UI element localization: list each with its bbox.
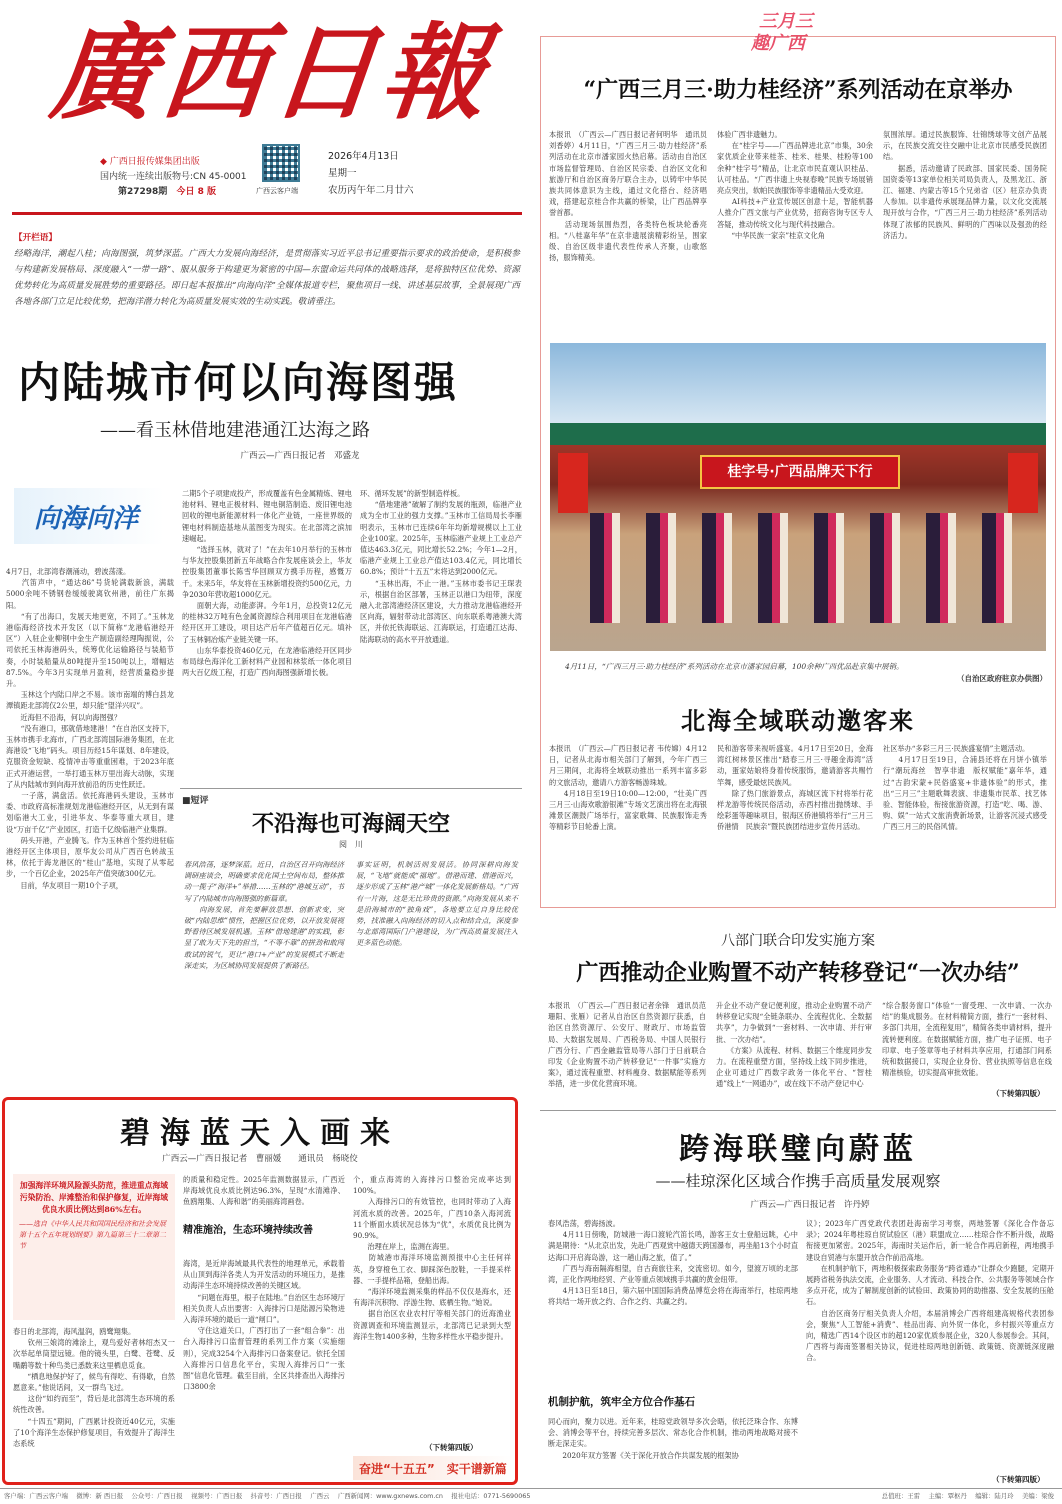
sanyuesan-box (540, 11, 1056, 908)
column-logo-text: 向海向洋 (34, 504, 139, 534)
footer-staff: 美编：梁俊 (1022, 1492, 1054, 1500)
lead-col-2: 二期5个子项建成投产，形成覆盖有色金属精炼、锂电池材料、锂电正极材料、锂电铜箔制造、废旧锂电池回收的锂电新能源材料一体化产业链，一座世界级的锂电材料制造基地从蓝图变为现实。在北部湾之滨加速崛起。 “选择玉林，就对了！”在去年10月举行的玉林市与华友控股集团新五年战略合作发展座谈会上，华友控股集团董事长陈雪华回顾双方携手历程，感慨万千。未来5年，华友将在玉林新增投资约500亿元，力争2030年营收超1000亿元。 面朝大海，动能澎湃。今年1月，总投资12亿元的桂林32万吨有色金属资源综合利用项目在龙港临港经开区开工建设，项目达产后年产值超百亿元。填补了玉林铜冶炼产业链关键一环。 山东华泰投资460亿元，在龙港临港经开区同步布局绿色海洋化工新材料产业园和林浆纸一体化项目两大百亿级工程，打造广西向海图强新增长极。 (182, 489, 352, 678)
property-continue: （下转第四版） (992, 1089, 1045, 1098)
editorial-author: 阅 川 (339, 840, 363, 849)
masthead-rule (12, 212, 522, 215)
property-col-2: 升企业不动产登记便利度，推动企业购置不动产转移登记实现“全链条联办、全流程优化、全数据共享”，力争做到“一套材料、一次申请、并行审批、一次办结”。 《方案》从流程、材料、数据三个维度同步发力。在流程重塑方面，坚持线上线下同步推进，企业可通过广西数字政务一体化平台、“智桂通”线上“一网通办”，或在线下不动产登记中心 (716, 1001, 872, 1089)
qr-code-icon (262, 144, 300, 182)
lead-subhead: ——看玉林借地建港通江达海之路 (100, 420, 370, 441)
editor-note-label: 【开栏语】 (14, 233, 57, 243)
column-logo (14, 488, 164, 544)
cross-sea-col-1b: 同心而向，聚力以进。近年来，桂琼党政领导多次会晤，依托泛珠合作、东博会、消博会等平台，持续完善多层次、常态化合作机制，推动两地战略对接不断走深走实。 2020年双方签署《关于深化开放合作共谋发展的框架协 (548, 1417, 798, 1460)
photo-performers (590, 513, 1030, 623)
sanyuesan-col-2: 体验广西非遗魅力。 在“桂字号——广西品牌进北京”市集，30余家优质企业带来桂茶、桂米、桂果、桂粉等100余种“桂字号”精品，让北京市民直观认识桂品、认可桂品。“广西非遗上央视春晚”民族专场展销亮点突出，软帕民族服饰等非遗精品大受欢迎。 AI科技+产业宣传展区创意十足，智能机器人推介广西文旅与产业优势，招商咨询专区专人答疑，推动传统文化与现代科技融合。 “中华民族一家亲”桂京文化角 (717, 130, 873, 240)
property-col-3: “综合服务窗口”体验“一窗受理、一次申请、一次办结”的集成服务。在材料精简方面，推行“一套材料、多部门共用，全流程复用”，精简各类申请材料，提升流转便利度。在数据赋能方面，推广电子证照、电子印章、电子签章等电子材料共享应用，打通部门间系统和数据接口，实现企业身份、营业执照等信息在线精准核验，切实提高审批效能。 (882, 1001, 1052, 1078)
footer-item: 抖音号：广西日报 (250, 1492, 302, 1500)
beihai-headline: 北海全域联动邀客来 (681, 706, 915, 735)
lunar-date: 农历丙午年二月廿六 (328, 185, 414, 196)
photo-banner-text: 桂字号·广西品牌天下行 (727, 464, 873, 480)
quote-text: 加强海洋环境风险源头防范，推进重点海域污染防治、岸滩整治和保护修复，近岸海域优良水质比例达到86%左右。 (19, 1181, 169, 1214)
beihai-col-1: 本报讯 （广西云—广西日报记者 韦传嫦）4月12日，记者从北海市相关部门了解到，今年广西三月三期间，北海将全域联动推出一系列丰富多彩的文旅活动，邀请八方游客畅游珠城。 4月18日至19日10:00—12:00，“壮美广西 三月三·山海欢歌游银滩”专场文艺演出将在北海银滩景区潮鼓广场举行，富家歌舞、民族服饰走秀等精彩节目轮番上演。 (549, 744, 707, 832)
property-kicker: 八部门联合印发实施方案 (721, 933, 875, 949)
lead-headline: 内陆城市何以向海图强 (18, 358, 459, 407)
editorial-headline: 不沿海也可海阔天空 (251, 811, 450, 837)
footer-staff: 主编：覃枢丹 (928, 1492, 967, 1500)
footer-item: 广西云 (310, 1492, 330, 1500)
cross-sea-continue: （下转第四版） (992, 1475, 1045, 1484)
publisher-text: 广西日报传媒集团出版 (109, 157, 200, 167)
divider (540, 1110, 1056, 1111)
footer-item: 报社电话：0771-5690065 (451, 1492, 531, 1500)
footer-staff: 总值班：王雷 (881, 1492, 921, 1500)
issue-number: 第27298期 (118, 187, 168, 197)
cross-sea-headline: 跨海联璧向蔚蓝 (679, 1132, 917, 1167)
sanyuesan-logo-line2: 趣广西 (751, 33, 805, 54)
blue-sky-col-2: 的质量和稳定性。2025年监测数据显示，广西近岸海域优良水质比例达96.3%，呈现“水清滩净、鱼鸥翔集、人海和谐”的美丽海湾画卷。 (183, 1175, 345, 1207)
lead-col-1: 4月7日，北部湾春潮涌动，碧波荡漾。 汽笛声中，“通达86”号货轮满载新浪，满载5000余吨不锈钢卷缓缓驶离钦州港，前往广东揭阳。 “有了出海口，发展天地更宽，不同了。”玉林龙港临海经济技术开发区（以下简称“龙港临港经开区”）入驻企业柳钢中金生产制造副经理陶振说，公司依托玉林海港码头，统筹优化运输路径与装船节奏，小时装船量从80吨提升至150吨以上，增幅达87.5%。今年3月实现单月盈利，经营质量稳步提升。 玉林这个内陆口岸之不易。该市南端的博白县龙潭镇距北部湾仅2公里，却只能“望洋兴叹”。 近海但不沿海，何以向海图强？ “没有港口，那就借地建港！”在自治区支持下，玉林市携手北海市，广西北部湾国际港务集团，在北海港设“飞地”码头。项目历经15年谋划、8年建设，克服资金短缺、疫情冲击等重重困难，于2023年底正式开港运营，一举打通玉林万里出海大动脉，实现了从内陆城市到向海开放前沿的历史性跃迁。 一子落，满盘活。依托海港码头建设，玉林市委、市政府高标准规划龙港临港经开区，从无到有谋划临港大工业，引进华友、华泰等重大项目，建设“万亩千亿”产业园区，打造千亿级临港产业集群。 码头开港，产业腾飞。作为玉林首个签约进驻临港经开区主体项目，原华友公司从广西百色转战玉林，依托于海龙港区的“桂山”基地，实现了从零起步，一个百亿企业，2025年产值突破300亿元。 目前，华友项目一期10个子项， (6, 567, 174, 890)
photo-lantern-right (1008, 453, 1038, 513)
blue-sky-headline: 碧海蓝天入画来 (120, 1116, 400, 1151)
sanyuesan-col-1: 本报讯 （广西云—广西日报记者何明华 通讯员刘香婷）4月11日，“广西三月三·助力桂经济”系列活动在北京市潘家园火热启幕。活动由自治区市场监督管理局、自治区民宗委、自治区文化和旅游厅和自治区商务厅联合主办，以铸牢中华民族共同体意识为主线，通过文化搭台、经济唱戏，搭建起京桂合作共赢的桥梁，让广西品牌享誉首都。 活动现场氛围热烈，各类特色板块轮番亮相。“八桂嘉年华”在京非遗展演精彩纷呈，围家级、自治区级非遗代表性传承人齐聚，山歌悠扬，服饰精美。 (549, 130, 707, 263)
footer-rule (0, 1488, 1062, 1489)
sanyuesan-credit: （自治区政府驻京办供图） (957, 674, 1047, 683)
cross-sea-col-1: 春风浩荡，碧海扬波。 4月11日傍晚，防城港一海口渡轮汽笛长鸣，游客王女士登船远眺，心中满是期待：“从北京出发，先赴广西观赏中越德天跨国瀑布，再坐船13个小时直达海口开启海岛游，这一趟山海之旅，值了。” 广西与海南隔海相望，自古商旅往来，交流密切。如今，望渡万顷的北部湾，正化作两地经贸、产业等重点领域携手共赢的黄金纽带。 4月13日至18日，第六届中国国际消费品博览会将在海南举行，桂琼两地将共结一场开放之约、合作之约、共赢之约。 (548, 1219, 799, 1307)
beihai-col-2: 民和游客带来视听盛宴。4月17日至20日，金海湾红树林景区推出“踏春三月三·寻趣金海湾”活动，蛋家姑娘将身着传统服饰，邀请游客共赐竹竿舞，感受最炫民族风。 除了热门旅游景点，海城区流下村将举行花样龙游等传统民俗活动，赤西村推出抛绣球、手绘彩蛋等趣味项目，银海区侨港镇将举行“三月三 侨港情 民族亲”暨民族团结进步宣传月活动。 (717, 744, 873, 832)
footer-item: 视频号：广西日报 (191, 1492, 243, 1500)
photo-gate-beam (550, 423, 1046, 445)
editorial-box (180, 788, 522, 1088)
editor-note (14, 230, 520, 330)
editor-note-text: 经略海洋，潮起八桂；向海图强，筑梦深蓝。广西大力发展向海经济，是贯彻落实习近平总书记重要指示要求的政治使命，是积极参与构建新发展格局、深度融入“一带一路”、服从服务于构建更为紧密的中国—东盟命运共同体的战略选择，是将独特区位优势、资源优势转化为高质量发展胜势的重要路径。即日起本报推出“向海向洋”全媒体报道专栏，聚焦项目一线、讲述基层故事，全景展现广西各地各部门立足比较优势，把海洋潜力转化为高质量发展实效的生动实践。敬请垂注。 (14, 249, 520, 307)
footer-item: 公众号：广西日报 (131, 1492, 183, 1500)
series-banner (353, 1456, 513, 1480)
cn-number: 国内统一连续出版物号:CN 45-0001 (100, 172, 247, 182)
footer-staff: 编辑：陆月玲 (975, 1492, 1014, 1500)
blue-sky-box (2, 1097, 518, 1485)
cross-sea-subhead: ——桂琼深化区域合作携手高质量发展观察 (655, 1172, 941, 1190)
masthead-title: 廣西日報 (45, 11, 499, 134)
sanyuesan-col-3: 氛围浓厚。通过民族服饰、壮锦绣球等文创产品展示，在民族交流交往交融中让北京市民感受民族团结。 据悉，活动邀请了民政部、国家民委、国务院国资委等13家单位相关司局负责人，及黑龙江、浙江、福建、内蒙古等15个兄弟省（区）驻京办负责人参加。以非遗传承展现品牌力量，以文化交流展现开放与合作，“广西三月三·助力桂经济”系列活动体现了浓郁的民族风、鲜明的广西味以及强劲的经济活力。 (883, 130, 1047, 240)
blue-sky-col-1: 春日的北部湾，海风温润，鸥鹭翔集。 钦州三娘湾的滩涂上，观鸟爱好者林绍杰又一次举起单筒望远镜。他的镜头里，白鹭、苍鹭、反嘴鹬等数十种鸟类已悉数来这里栖息觅食。 “栖息地保护好了，候鸟有得吃、有得歇，自然愿意来。”他说话间，又一群鸟飞过。 这份“如约而至”，背后是北部湾生态环境的系统性改善。 “十四五”期间，广西累计投资近40亿元，实施了10个海洋生态保护修复项目，有效提升了海洋生态系统 (13, 1327, 175, 1449)
cross-sea-byline: 广西云—广西日报记者 许丹婷 (750, 1200, 870, 1210)
footer-item: 广西新闻网：www.gxnews.com.cn (337, 1492, 443, 1500)
blue-sky-byline: 广西云—广西日报记者 曹丽媛 通讯员 杨晓佼 (162, 1154, 358, 1164)
page-count: 今日 8 版 (176, 187, 216, 197)
quote-box (13, 1174, 175, 1320)
qr-label: 广西云客户端 (256, 187, 298, 195)
sanyuesan-logo-line1: 三月三 (755, 7, 817, 33)
cross-sea-col-2: 议》；2023年广西党政代表团赴海南学习考察，两地签署《深化合作备忘录》；2024年粤桂琼自贸试验区（港）联盟成立……桂琼合作不断升级，战略衔接更加紧密。2025年，海南时关运作后，新一轮合作再启新程，两地携手建设自贸港与东盟开放合作前沿高地。 在机制护航下，两地积极探索政务服务“跨省通办”让群众少跑腿，定期开展跨省税务执法交流，企业服务、人才流动、科技合作、公共服务等领域合作多点开花，成为了解制度创新的试验田、政策协同的助推器、安全发展的压舱石。 自治区商务厅相关负责人介绍，本届消博会广西将组建高规格代表团参会，聚焦“人工智能+消费”、桂品出海、向外贸一体化，乡村振兴等重点方向，精选广西14个设区市的超120家优质参展企业，320人参展参会。其间，广西将与海南签署相关协议，促进桂琼两地创新链、政策链、资源链深度融合。 (806, 1219, 1054, 1363)
property-col-1: 本报讯 （广西云—广西日报记者余锋 通讯员范珊阳、张雁）记者从自治区自然资源厅获悉，自治区自然资源厅、公安厅、财政厅、市场监管局、大数据发展局、广西税务局、中国人民银行广西分行、广西金融监管局等八部门于日前联合印发《企业购置不动产转移登记“一件事”实施方案》，通过流程重塑、材料瘦身、数据赋能等系列举措，进一步优化营商环境。 (548, 1001, 706, 1089)
beihai-col-3: 社区举办“多彩三月三·民族盛宴情”主题活动。 4月17日至19日，合浦县还将在月饼小镇举行“潮玩海丝 智享非遗 版权赋能”嘉年华，通过“古韵宋蒙+民俗盛宴+非遗体验”的形式，推出“三月三”主题歌舞表演、非遗集市民革、找艺体验、智能体验，衔接旅游资源，打造“吃、喝、游、购、娱”一站式文旅消费新场景，让游客沉浸式感受广西三月三的民俗风情。 (883, 744, 1047, 832)
blue-sky-subhead: 精准施治，生态环境持续改善 (183, 1225, 313, 1236)
lead-byline: 广西云—广西日报记者 邓盛龙 (240, 451, 360, 461)
masthead (0, 0, 535, 226)
sanyuesan-photo (550, 343, 1046, 651)
blue-sky-col-2b: 海湾，是近岸海域最具代表性的地理单元，承载着从山顶到海洋各类人为开发活动的环境压力，是推动海洋生态环境持续改善的关键区域。 “问题在海里，根子在陆地。”自治区生态环境厅相关负责人点出要害：入海排污口是陆源污染物进入海洋环境的最后一道“闸口”。 守住这道关口，广西打出了一套“组合拳”：出台入海排污口监督管理的系列工作方案（实施细则），完成3254个入海排污口备案登记。依托全国入海排污口信息化平台，实现入海排污口“一张图”信息化管理。截至目前，全区共排查出入海排污口3800余 (183, 1259, 345, 1392)
series-banner-text: 奋进“十五五” 实干谱新篇 (359, 1462, 507, 1476)
cross-sea-subhead-2: 机制护航，筑牢全方位合作基石 (548, 1396, 695, 1408)
editorial-col-1: 春风浩荡，逐梦深蓝。近日，自治区召开向海经济调研座谈会，明确要求优化国土空间布局，整体推动一揽子“海洋+”举措……玉林的“港城互动”，书写了内陆城市向海图强的新篇章。 向海发展，首先要解放思想、创新求变，突破“内陆思维”惯性，把握区位优势，以开放发展视野看待区域发展机遇。玉林“借地建港”的实践，彰显了敢为天下先的担当，“不等不靠”的拼劲和敢闯敢试的锐气，更让“港口+产业”的发展模式不断走深走实，为区域协同发展提供了新路径。 (184, 860, 344, 970)
blue-sky-col-3: 个，重点海湾的入海排污口整治完成率达到100%。 入海排污口的有效管控，也同时带动了入海河流水质的改善。2025年，广西10条入海河流11个断面水质状况总体为“优”，水质优良比例为90.9%。 治理在岸上，监测在海里。 防城港市海洋环境监测预报中心主任何祥英，身穿橙色工衣、脚踩深色胶鞋，一手提采样器、一手提样品箱，登船出海。 “海洋环境监测采集的样品不仅仅是海水，还有海洋沉积物、浮游生物、底栖生物。”她说。 据自治区农业农村厅等相关部门的近海渔业资源调查和环境监测显示，北部湾已记录到大型海洋生物1400多种，生物多样性水平稳步提升。 (353, 1175, 511, 1341)
property-headline: 广西推动企业购置不动产转移登记“一次办结” (576, 960, 1020, 986)
weekday: 星期一 (328, 168, 357, 179)
lead-col-3: 环、循环发展”的新型制造样板。 “借地建港”破解了制约发展的瓶颈，临港产业成为全市工业的强力支撑。”玉林市工信局局长李雁明表示，玉林市已连续6年年均新增规模以上工业企业100家。2025年，玉林临港产业规上工业总产值达463.3亿元，同比增长52.2%；今年1—2月，临港产业规上工业总产值达103.4亿元，同比增长60.8%；预计“十五五”末将达到2000亿元。 “玉林出海，不止一港。”玉林市委书记王琛表示，根据自治区部署，玉林正以港口为纽带，深度融入北部湾港经济区建设，大力推动龙港临港经开区向海，辐射带动北部湾区、向东联系粤港澳大湾区，并依托铁海联运、江海联运，打造通江达海、陆海联动的高水平开放通道。 (360, 489, 522, 644)
photo-banner (700, 455, 900, 489)
editorial-label: ■短评 (182, 796, 209, 806)
blue-sky-continue: （下转第四版） (425, 1443, 478, 1452)
footer (4, 1490, 1058, 1502)
editorial-col-2: 事实证明，机制活则发展活。协同深耕向海发展，“飞地”就能成“福地”。借港而建、借港而兴，逐步形成了玉林“港产城”一体化发展新格局。“广西有一片海，这是无比珍贵的资源。”向海发展从来不是沿海城市的“独角戏”，各地要立足自身比较优势，找准融入向海经济的切入点和结合点，深度参与北部湾国际门户港建设，为广西高质量发展注入更多蓝色动能。 (356, 860, 518, 948)
footer-item: 客户端：广西云客户端 (4, 1492, 68, 1500)
sanyuesan-logo (741, 7, 831, 67)
photo-lantern-left (558, 453, 588, 513)
footer-item: 微博：新 西日报 (76, 1492, 124, 1500)
quote-source: ——选自《中华人民共和国国民经济和社会发展第十五个五年规划纲要》第九篇第三十二章第二节 (19, 1220, 166, 1250)
issue-date: 2026年4月13日 (328, 151, 399, 162)
sanyuesan-headline: “广西三月三·助力桂经济”系列活动在京举办 (583, 77, 1013, 103)
sanyuesan-caption: 4月11日，“广西三月三·助力桂经济”系列活动在北京市潘家园启幕，100余种广西优品赴京集中展销。 (565, 662, 904, 671)
publisher: ◆ 广西日报传媒集团出版 (100, 157, 200, 167)
